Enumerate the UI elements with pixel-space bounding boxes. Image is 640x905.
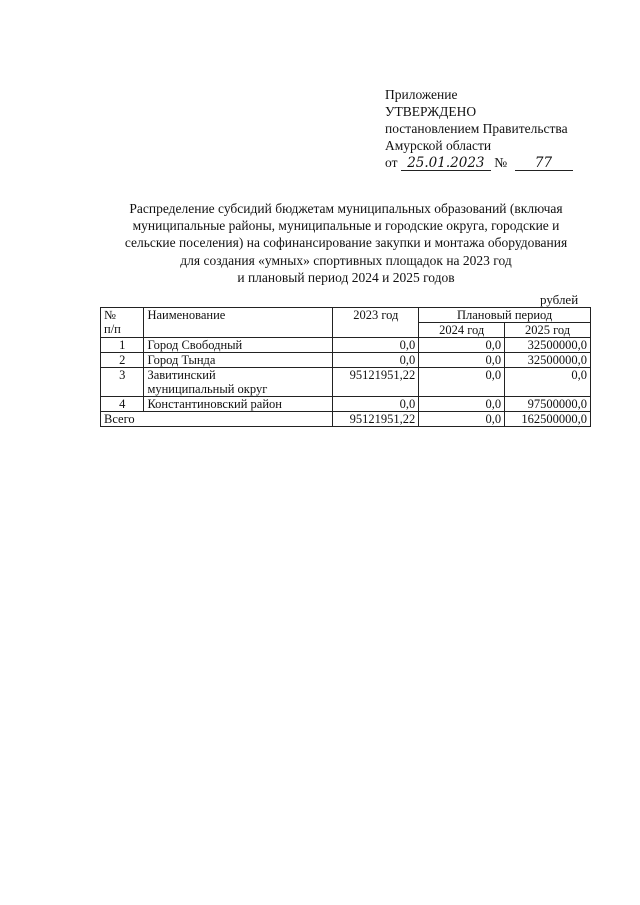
row-name: Константиновский район <box>144 397 333 412</box>
document-title <box>100 200 592 286</box>
row-name <box>144 368 333 397</box>
approved-label: УТВЕРЖДЕНО <box>385 104 477 119</box>
row-name: Город Свободный <box>144 338 333 353</box>
row-name-line2: муниципальный округ <box>147 382 268 396</box>
row-2024: 0,0 <box>419 397 505 412</box>
header-name: Наименование <box>144 308 333 338</box>
table-header-row <box>101 308 591 323</box>
total-2023: 95121951,22 <box>333 412 419 427</box>
from-label: от <box>385 155 398 170</box>
date-number-line <box>385 154 573 171</box>
row-2023: 0,0 <box>333 397 419 412</box>
row-2024: 0,0 <box>419 338 505 353</box>
table-row <box>101 397 591 412</box>
row-num: 2 <box>101 353 144 368</box>
header-planned-period: Плановый период <box>419 308 591 323</box>
row-num: 4 <box>101 397 144 412</box>
number-label: № <box>494 155 508 170</box>
subsidy-table <box>100 307 591 427</box>
title-line: и плановый период 2024 и 2025 годов <box>237 269 455 285</box>
appendix-label: Приложение <box>385 87 458 102</box>
units-label: рублей <box>540 292 579 307</box>
row-2024: 0,0 <box>419 353 505 368</box>
row-2023: 95121951,22 <box>333 368 419 397</box>
row-2025: 97500000,0 <box>505 397 591 412</box>
header-num <box>101 308 144 338</box>
resolution-label: постановлением Правительства <box>385 121 568 136</box>
row-num: 1 <box>101 338 144 353</box>
header-num-line1: № <box>104 308 116 322</box>
table-total-row <box>101 412 591 427</box>
header-2023: 2023 год <box>333 308 419 338</box>
table-row <box>101 353 591 368</box>
row-num: 3 <box>101 368 144 397</box>
title-line: Распределение субсидий бюджетам муниципальных образований (включая <box>129 201 563 216</box>
row-name-line1: Завитинский <box>147 368 216 382</box>
approval-block <box>385 86 573 171</box>
row-2025: 0,0 <box>505 368 591 397</box>
handwritten-date: 25.01.2023 <box>401 156 491 171</box>
table-row <box>101 368 591 397</box>
row-2023: 0,0 <box>333 353 419 368</box>
header-2025: 2025 год <box>505 323 591 338</box>
title-line: сельские поселения) на софинансирование закупки и монтажа оборудования <box>124 235 568 251</box>
title-line: муниципальные районы, муниципальные и городские округа, городские и <box>132 218 560 234</box>
header-2024: 2024 год <box>419 323 505 338</box>
row-2025: 32500000,0 <box>505 338 591 353</box>
row-2025: 32500000,0 <box>505 353 591 368</box>
row-name: Город Тында <box>144 353 333 368</box>
title-line: для создания «умных» спортивных площадок на 2023 год <box>180 252 512 268</box>
table-row <box>101 338 591 353</box>
row-2024: 0,0 <box>419 368 505 397</box>
header-num-line2: п/п <box>104 322 121 336</box>
total-2025: 162500000,0 <box>505 412 591 427</box>
handwritten-number: 77 <box>515 156 573 171</box>
region-label: Амурской области <box>385 138 492 153</box>
total-label: Всего <box>101 412 333 427</box>
total-2024: 0,0 <box>419 412 505 427</box>
row-2023: 0,0 <box>333 338 419 353</box>
